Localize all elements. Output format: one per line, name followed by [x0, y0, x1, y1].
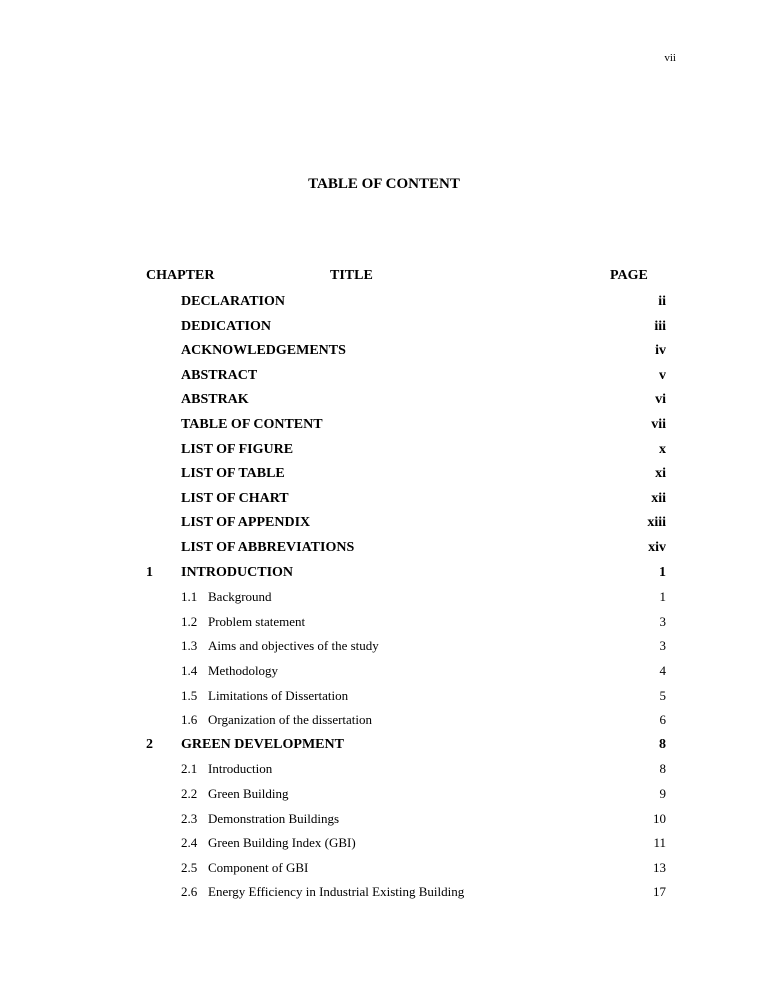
section-title: Energy Efficiency in Industrial Existing Building	[208, 884, 465, 900]
toc-entry	[0, 339, 768, 363]
toc-entry	[0, 487, 768, 511]
toc-entry	[0, 659, 768, 683]
toc-entry	[0, 315, 768, 339]
section-title: Demonstration Buildings	[208, 810, 340, 826]
page-ref: 3	[659, 638, 666, 654]
front-matter-title: LIST OF TABLE	[181, 466, 285, 482]
toc-entry	[0, 807, 768, 831]
column-header-title: TITLE	[330, 268, 373, 283]
toc-entry	[0, 561, 768, 585]
page-number: vii	[664, 52, 676, 64]
toc-entry	[0, 290, 768, 314]
section-title: Green Building	[208, 786, 289, 801]
toc-entry	[0, 511, 768, 535]
section-number: 1.6	[181, 712, 198, 728]
front-matter-title: TABLE OF CONTENT	[181, 417, 323, 432]
section-title: Component of GBI	[208, 859, 309, 875]
page-ref: 6	[659, 712, 666, 728]
page-ref: 8	[659, 761, 666, 777]
toc-entry	[0, 757, 768, 781]
toc-entry	[0, 585, 768, 609]
page-ref: xii	[651, 490, 666, 506]
page-ref: 1	[659, 589, 666, 605]
toc-entry	[0, 782, 768, 806]
section-number: 2.4	[181, 835, 198, 851]
page-ref: 9	[659, 786, 666, 801]
page-ref: 11	[653, 835, 666, 851]
toc-entry	[0, 388, 768, 412]
section-number: 2.2	[181, 786, 198, 801]
page-ref: iii	[654, 318, 666, 334]
page-ref: ii	[658, 294, 666, 309]
toc-entry	[0, 684, 768, 708]
front-matter-title: DECLARATION	[181, 294, 285, 309]
section-number: 1.5	[181, 687, 198, 703]
page-ref: 1	[659, 564, 666, 580]
page-ref: xiv	[648, 540, 666, 555]
page-ref: 13	[653, 859, 666, 875]
toc-entry	[0, 462, 768, 486]
section-number: 1.3	[181, 638, 198, 654]
section-title: Background	[208, 589, 272, 605]
section-title: Organization of the dissertation	[208, 712, 373, 728]
page-ref: 10	[653, 810, 666, 826]
section-number: 1.4	[181, 663, 198, 678]
page-ref: 8	[659, 736, 666, 752]
section-number: 2.3	[181, 810, 198, 826]
page-ref: 3	[659, 613, 666, 629]
section-title: Limitations of Dissertation	[208, 687, 349, 703]
page-ref: 17	[653, 884, 666, 900]
column-header-page: PAGE	[610, 268, 648, 283]
front-matter-title: DEDICATION	[181, 318, 271, 334]
column-header-chapter: CHAPTER	[146, 268, 215, 283]
toc-entry	[0, 831, 768, 855]
section-title: Methodology	[208, 663, 279, 678]
page-ref: xiii	[647, 515, 666, 531]
front-matter-title: ACKNOWLEDGEMENTS	[181, 343, 346, 359]
section-number: 2.1	[181, 761, 198, 777]
section-number: 2.6	[181, 884, 198, 900]
front-matter-title: LIST OF CHART	[181, 490, 289, 506]
front-matter-title: ABSTRACT	[181, 367, 258, 383]
page-ref: iv	[655, 343, 666, 359]
page-ref: 4	[659, 663, 666, 678]
toc-entry	[0, 413, 768, 437]
toc-entry	[0, 438, 768, 462]
toc-entry	[0, 634, 768, 658]
section-title: Aims and objectives of the study	[208, 638, 379, 654]
toc-entry	[0, 856, 768, 880]
section-title: Introduction	[208, 761, 273, 777]
toc-entry	[0, 733, 768, 757]
page-ref: 5	[659, 687, 666, 703]
page-ref: vi	[655, 392, 666, 408]
chapter-title: GREEN DEVELOPMENT	[181, 736, 344, 752]
front-matter-title: LIST OF FIGURE	[181, 441, 294, 457]
toc-entry	[0, 708, 768, 732]
front-matter-title: ABSTRAK	[181, 392, 249, 408]
front-matter-title: LIST OF APPENDIX	[181, 515, 311, 531]
chapter-number: 1	[146, 564, 153, 580]
section-title: Problem statement	[208, 613, 306, 629]
page-ref: vii	[651, 417, 666, 432]
chapter-number: 2	[146, 736, 153, 752]
toc-entry	[0, 536, 768, 560]
page-ref: x	[659, 441, 666, 457]
page-ref: xi	[655, 466, 666, 482]
front-matter-title: LIST OF ABBREVIATIONS	[181, 540, 355, 555]
section-title: Green Building Index (GBI)	[208, 835, 356, 851]
section-number: 1.2	[181, 613, 198, 629]
section-number: 1.1	[181, 589, 198, 605]
section-number: 2.5	[181, 859, 198, 875]
page-ref: v	[659, 367, 666, 383]
toc-entry	[0, 880, 768, 904]
page-title: TABLE OF CONTENT	[308, 176, 460, 192]
toc-entry	[0, 610, 768, 634]
chapter-title: INTRODUCTION	[181, 564, 294, 580]
toc-entry	[0, 364, 768, 388]
